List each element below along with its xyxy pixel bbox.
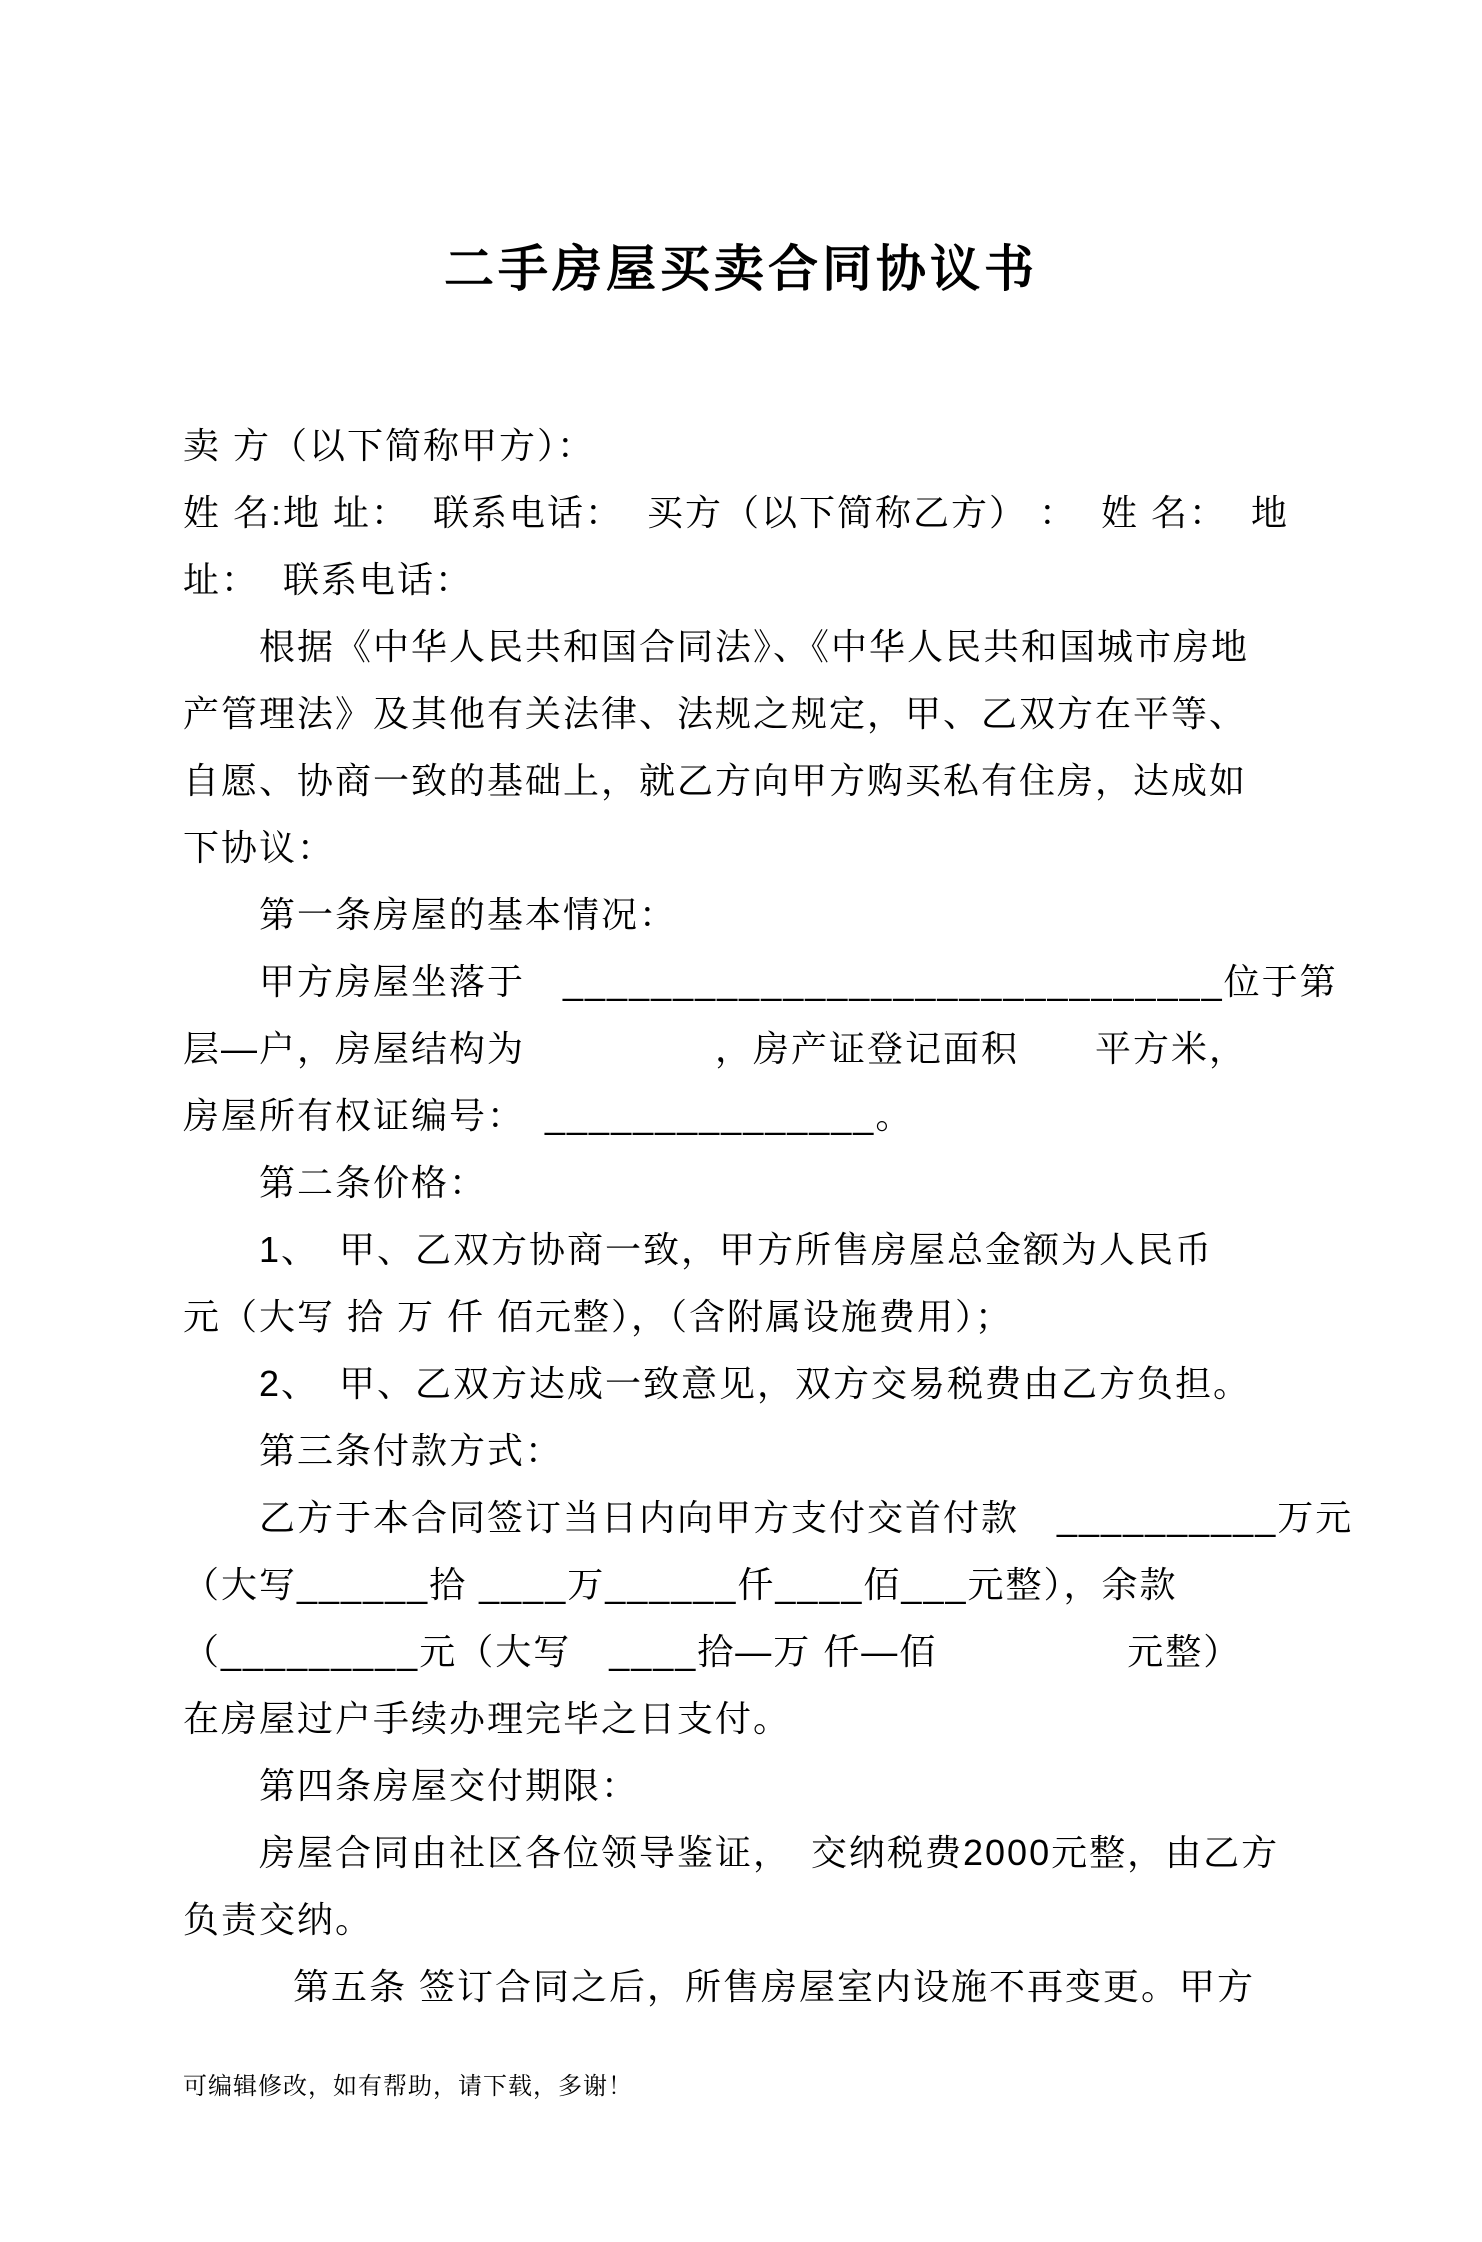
contract-body: [183, 412, 1363, 2020]
body-line: 房屋合同由社区各位领导鉴证， 交纳税费2000元整，由乙方: [259, 1832, 1280, 1873]
body-line: 第四条房屋交付期限：: [259, 1765, 640, 1806]
body-line: 房屋所有权证编号： _______________。: [183, 1095, 914, 1136]
body-line: 1、 甲、乙双方协商一致，甲方所售房屋总金额为人民币: [259, 1229, 1214, 1270]
body-line: 乙方于本合同签订当日内向甲方支付交首付款 __________万元: [259, 1497, 1354, 1538]
body-line: （大写______拾 ____万______仟____佰___元整），余款: [183, 1564, 1178, 1605]
footer-note: 可编辑修改，如有帮助，请下载，多谢！: [183, 2073, 633, 2100]
body-line: 产管理法》及其他有关法律、法规之规定，甲、乙双方在平等、: [183, 693, 1248, 734]
body-line: 2、 甲、乙双方达成一致意见，双方交易税费由乙方负担。: [259, 1363, 1252, 1404]
body-line: 第三条付款方式：: [259, 1430, 564, 1471]
body-line: 第五条 签订合同之后，所售房屋室内设施不再变更。甲方: [293, 1966, 1256, 2007]
body-line: 下协议：: [183, 827, 336, 868]
body-line: 第二条价格：: [259, 1162, 488, 1203]
body-line: 层—户，房屋结构为 ，房产证登记面积 平方米，: [183, 1028, 1248, 1069]
document-title: 二手房屋买卖合同协议书: [444, 241, 1038, 297]
body-line: 址： 联系电话：: [183, 559, 474, 600]
body-line: 根据《中华人民共和国合同法》、《中华人民共和国城市房地: [259, 626, 1250, 667]
body-line: 元（大写 拾 万 仟 佰元整），（含附属设施费用）；: [183, 1296, 1014, 1337]
body-line: 姓 名:地 址： 联系电话： 买方（以下简称乙方） ： 姓 名： 地: [183, 492, 1290, 533]
body-line: （_________元（大写 ____拾—万 仟—佰 元整）: [183, 1631, 1242, 1672]
body-line: 在房屋过户手续办理完毕之日支付。: [183, 1698, 792, 1739]
body-line: 自愿、协商一致的基础上，就乙方向甲方购买私有住房，达成如: [183, 760, 1248, 801]
body-line: 负责交纳。: [183, 1899, 374, 1940]
body-line: 第一条房屋的基本情况：: [259, 894, 678, 935]
body-line: 甲方房屋坐落于 ______________________________位于第: [259, 961, 1338, 1002]
body-line: 卖 方（以下简称甲方）：: [183, 425, 596, 466]
